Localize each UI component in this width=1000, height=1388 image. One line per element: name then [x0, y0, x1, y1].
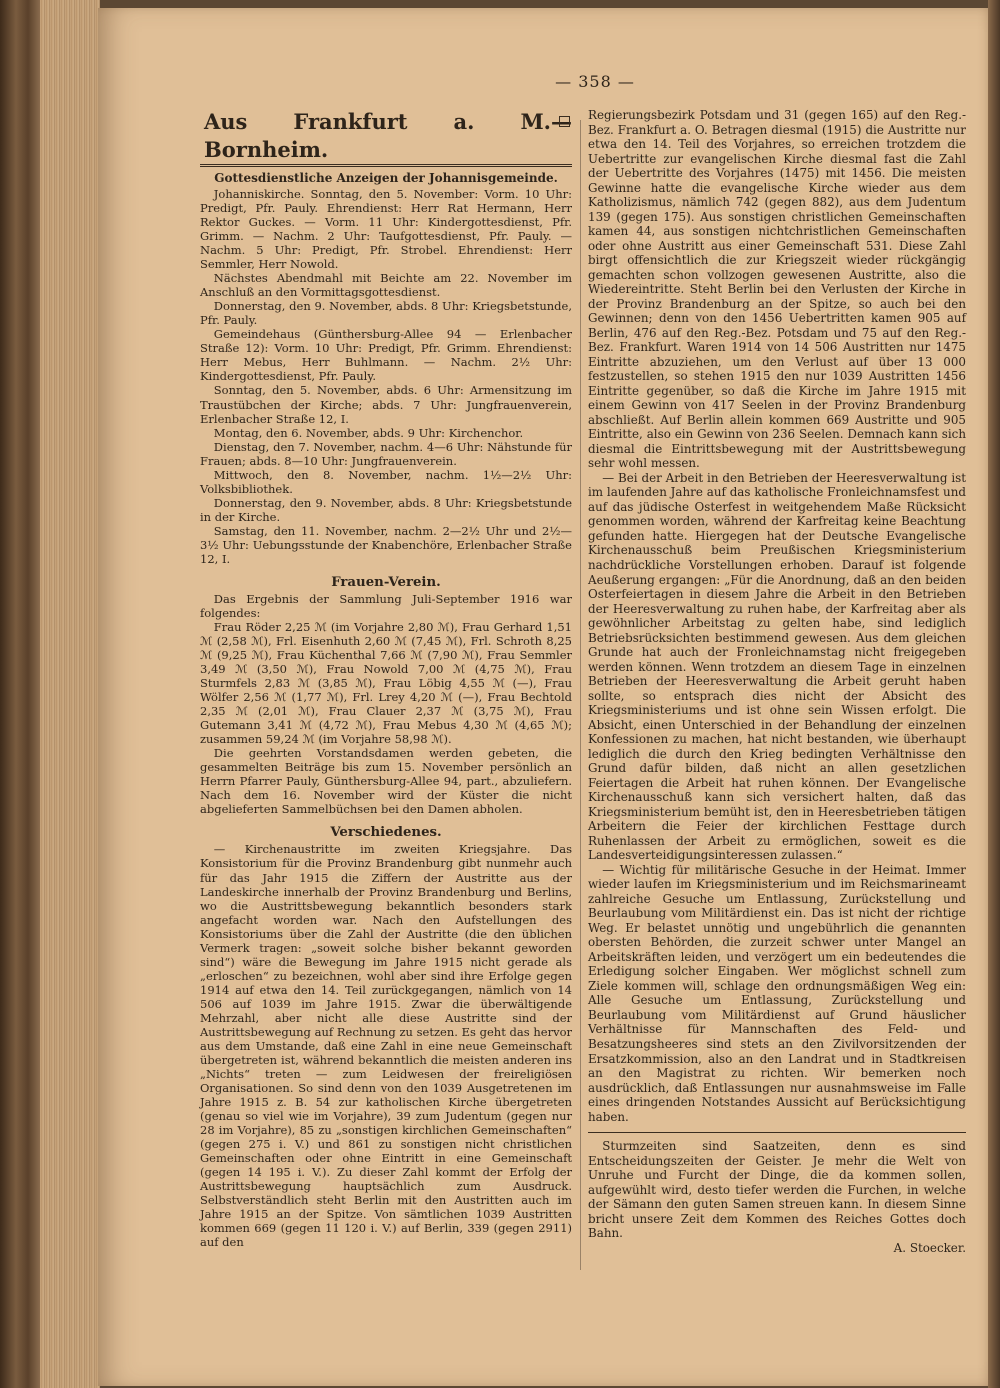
church-paragraph: Samstag, den 11. November, nachm. 2—2½ Uhr und 2½—3½ Uhr: Uebungsstunde der Knabenchöre, Erlenbacher Straße 12, I. [200, 523, 572, 566]
article-paragraph: — Bei der Arbeit in den Betrieben der Heeresverwaltung ist im laufenden Jahre auf das katholische Fronleichnamsfest und auf das jüdische Osterfest in weitgehendem Maße Rücksicht genommen worden, während der Karfreitag keine Beachtung gefunden hatte. Hiergegen hat der Deutsche Evangelische Kirchenausschuß beim Preußischen Kriegsministerium nachdrückliche Vorstellungen erhoben. Darauf ist folgende Aeußerung ergangen: „Für die Anordnung, daß an den beiden Osterfeiertagen in diesem Jahre die Arbeit in den Betrieben der Heeresverwaltung zu ruhen habe, der Karfreitag aber als gewöhnlicher Arbeitstag zu gelten habe, sind lediglich Betriebsrücksichten bestimmend gewesen. Aus dem gleichen Grunde hat auch der Fronleichnamstag nicht freigegeben werden können. Wenn trotzdem an diesem Tage in einzelnen Betrieben der Heeresverwaltung die Arbeit geruht haben sollte, so entsprach dies nicht der Absicht des Kriegsministeriums und ist ohne sein Wissen erfolgt. Die Absicht, einen Unterschied in der Behandlung der einzelnen Konfessionen zu machen, hat nicht bestanden, wie überhaupt lediglich die durch den Krieg bedingten Verhältnisse den Grund dafür bilden, daß nicht an allen gesetzlichen Feiertagen die Arbeit hat ruhen können. Der Evangelische Kirchenausschuß kann sich versichert halten, daß das Kriegsministerium bemüht ist, den in Heeresbetrieben tätigen Arbeitern die Feier der kirchlichen Festtage durch Ruhenlassen der Arbeit zu ermöglichen, soweit es die Landesverteidigungsinteressen zulassen.“ [588, 470, 966, 863]
church-paragraph: Donnerstag, den 9. November, abds. 8 Uhr: Kriegsbetstunde in der Kirche. [200, 495, 572, 524]
square-ornament-icon [559, 116, 570, 127]
church-paragraph: Donnerstag, den 9. November, abds. 8 Uhr: Kriegsbetstunde, Pfr. Pauly. [200, 299, 572, 328]
misc-paragraph: — Kirchenaustritte im zweiten Kriegsjahre. Das Konsistorium für die Provinz Brandenburg gibt nunmehr auch für das Jahr 1915 die Ziffern der Austritte aus der Landeskirche innerhalb der Provinz Brandenburg und Berlins, wo die Austrittsbewegung bekanntlich besonders stark angefacht worden war. Nach den Aufstellungen des Konsistoriums über die Zahl der Austritte (die den üblichen Vermerk tragen: „soweit solche bisher bekannt geworden sind“) wäre die Bewegung im Jahre 1915 nicht gerade als „erloschen“ zu bezeichnen, wohl aber sind ihre Erfolge gegen 1914 auf etwa den 14. Teil zurückgegangen, nämlich von 14 506 auf 1039 im Jahre 1915. Zwar die überwältigende Mehrzahl, aber nicht alle diese Austritte sind der Austrittsbewegung auf Rechnung zu setzen. Es geht das hervor aus dem Umstande, daß eine Zahl in eine neue Gemeinschaft übergetreten ist, während bekanntlich die meisten anderen ins „Nichts“ treten — zum Leidwesen der freireligiösen Organisationen. So sind denn von den 1039 Ausgetretenen im Jahre 1915 z. B. 54 zur katholischen Kirche übergetreten (genau so viel wie im Vorjahre), 39 zum Judentum (gegen nur 28 im Vorjahre), 85 zu „sonstigen kirchlichen Gemeinschaften“ (gegen 275 i. V.) und 861 zu sonstigen nicht christlichen Gemeinschaften oder ohne Eintritt in eine Gemeinschaft (gegen 14 195 i. V.). Zu dieser Zahl kommt der Erfolg der Austrittsbewegung hauptsächlich zum Ausdruck. Selbstverständlich steht Berlin mit den Austritten auch im Jahre 1915 an der Spitze. Von sämtlichen 1039 Austritten kommen 669 (gegen 11 120 i. V.) auf Berlin, 339 (gegen 2911) auf den [200, 842, 572, 1250]
separator-rule [588, 1132, 966, 1133]
church-paragraph: Dienstag, den 7. November, nachm. 4—6 Uhr: Nähstunde für Frauen; abds. 8—10 Uhr: Jungfrauenverein. [200, 439, 572, 468]
page-number: — 358 — [555, 72, 635, 91]
page-stack-edge [40, 0, 100, 1388]
women-paragraph: Die geehrten Vorstandsdamen werden gebeten, die gesammelten Beiträge bis zum 15. November persönlich an Herrn Pfarrer Pauly, Günthersburg-Allee 94, part., abzuliefern. Nach dem 16. November wird der Küster die nicht abgelieferten Sammelbüchsen bei den Damen abholen. [200, 746, 572, 817]
church-paragraph: Gemeindehaus (Günthersburg-Allee 94 — Erlenbacher Straße 12): Vorm. 10 Uhr: Predigt, Pfr. Grimm. Ehrendienst: Herr Mebus, Herr Buhlmann. — Nachm. 2½ Uhr: Kindergottesdienst, Pfr. Pauly. [200, 327, 572, 384]
left-column [200, 108, 572, 1249]
church-paragraph: Sonntag, den 5. November, abds. 6 Uhr: Armensitzung im Traustübchen der Kirche; abds. 7 Uhr: Jungfrauenverein, Erlenbacher Straße 12, I. [200, 383, 572, 426]
closing-quote: Sturmzeiten sind Saatzeiten, denn es sind Entscheidungszeiten der Geister. Je mehr die Welt von Unruhe und Furcht der Dinge, die da kommen sollen, aufgewühlt wird, desto tiefer werden die Furchen, in welche der Sämann den guten Samen streuen kann. In diesem Sinne bricht unsere Zeit dem Kommen des Reiches Gottes doch Bahn. [588, 1139, 966, 1241]
right-page-edge [988, 0, 1000, 1388]
church-paragraph: Johanniskirche. Sonntag, den 5. November: Vorm. 10 Uhr: Predigt, Pfr. Pauly. Ehrendienst: Herr Rat Hermann, Herr Rektor Guckes. — Vorm. 11 Uhr: Kindergottesdienst, Pfr. Grimm. — Nachm. 2 Uhr: Taufgottesdienst, Pfr. Pauly. — Nachm. 5 Uhr: Predigt, Pfr. Strobel. Ehrendienst: Herr Semmler, Herr Nowold. [200, 187, 572, 272]
article-paragraph: — Wichtig für militärische Gesuche in der Heimat. Immer wieder laufen im Kriegsministerium und im Reichsmarineamt zahlreiche Gesuche um Entlassung, Zurückstellung und Beurlaubung vom Militärdienst ein. Das ist nicht der richtige Weg. Er belastet unnötig und ungebührlich die genannten obersten Behörden, die zurzeit schwer unter Mangel an Arbeitskräften leiden, und verzögert um ein bedeutendes die Erledigung solcher Eingaben. Wer möglichst schnell zum Ziele kommen will, schlage den ordnungsmäßigen Weg ein: Alle Gesuche um Entlassung, Zurückstellung und Beurlaubung vom Militärdienst auf Grund häuslicher Verhältnisse für Mannschaften des Feld- und Besatzungsheeres sind stets an den Zivilvorsitzenden der Ersatzkommission, also an den Landrat und in Stadtkreisen an den Magistrat zu richten. Wir bemerken noch ausdrücklich, daß Entlassungen nur ausnahmsweise im Falle eines dringenden Notstandes Aussicht auf Berücksichtigung haben. [588, 862, 966, 1124]
article-title-text: Aus Frankfurt a. M.—Bornheim. [204, 109, 572, 162]
right-column [588, 108, 966, 1255]
book-spine [0, 0, 40, 1388]
church-section-heading: Gottesdienstliche Anzeigen der Johannisgemeinde. [214, 171, 558, 185]
women-section-heading: Frauen-Verein. [331, 574, 441, 590]
church-paragraph: Nächstes Abendmahl mit Beichte am 22. November im Anschluß an den Vormittagsgottesdienst. [200, 271, 572, 300]
quote-author: A. Stoecker. [893, 1240, 966, 1255]
church-paragraph: Mittwoch, den 8. November, nachm. 1½—2½ Uhr: Volksbibliothek. [200, 467, 572, 496]
continued-paragraph: Regierungsbezirk Potsdam und 31 (gegen 165) auf den Reg.-Bez. Frankfurt a. O. Betragen diesmal (1915) die Austritte nur etwa den 14. Teil des Vorjahres, so erreichen trotzdem die Uebertritte zur evangelischen Kirche diesmal fast die Zahl der Uebertritte des Vorjahres (1475) mit 1456. Die meisten Gewinne hatte die evangelische Kirche wieder aus dem Katholizismus, nämlich 742 (gegen 882), aus dem Judentum 139 (gegen 175). Aus sonstigen christlichen Gemeinschaften kamen 44, aus sonstigen nichtchristlichen Gemeinschaften oder ohne Austritt aus einer Gemeinschaft 531. Diese Zahl birgt offensichtlich die zur Kriegszeit wieder rückgängig gemachten schon vollzogen gewesenen Austritte, also die Wiedereintritte. Steht Berlin bei den Verlusten der Kirche in der Provinz Brandenburg an der Spitze, so auch bei den Gewinnen; denn von den 1456 Uebertritten kamen 905 auf Berlin, 476 auf den Reg.-Bez. Potsdam und 75 auf den Reg.-Bez. Frankfurt. Waren 1914 von 14 506 Austritten nur 1475 Eintritte abzuziehen, um den Verlust auf über 13 000 festzustellen, so stehen 1915 den nur 1039 Austritten 1456 Eintritte gegenüber, so daß die Kirche im Jahre 1915 mit einem Gewinn von 417 Seelen in der Provinz Brandenburg abschließt. Auf Berlin allein kommen 669 Austritte und 905 Eintritte, also ein Gewinn von 236 Seelen. Demnach kann sich diesmal die Eintrittsbewegung mit der Austrittsbewegung sehr wohl messen. [588, 108, 966, 471]
church-paragraph: Montag, den 6. November, abds. 9 Uhr: Kirchenchor. [213, 425, 524, 440]
column-divider [580, 120, 581, 1270]
women-paragraph: Das Ergebnis der Sammlung Juli-September 1916 war folgendes: [200, 591, 572, 620]
women-paragraph: Frau Röder 2,25 ℳ (im Vorjahre 2,80 ℳ), Frau Gerhard 1,51 ℳ (2,58 ℳ), Frl. Eisenhuth 2,60 ℳ (7,45 ℳ), Frl. Schroth 8,25 ℳ (9,25 ℳ), Frau Küchenthal 7,66 ℳ (7,90 ℳ), Frau Semmler 3,49 ℳ (3,50 ℳ), Frau Nowold 7,00 ℳ (4,75 ℳ), Frau Sturmfels 2,83 ℳ (3,85 ℳ), Frau Löbig 4,55 ℳ (—), Frau Wölfer 2,56 ℳ (1,77 ℳ), Frl. Lrey 4,20 ℳ (—), Frau Bechtold 2,35 ℳ (2,01 ℳ), Frau Clauer 2,37 ℳ (3,75 ℳ), Frau Gutemann 3,41 ℳ (4,72 ℳ), Frau Mebus 4,30 ℳ (4,65 ℳ); zusammen 59,24 ℳ (im Vorjahre 58,98 ℳ). [200, 619, 572, 747]
article-title [200, 108, 572, 167]
misc-section-heading: Verschiedenes. [330, 825, 442, 841]
